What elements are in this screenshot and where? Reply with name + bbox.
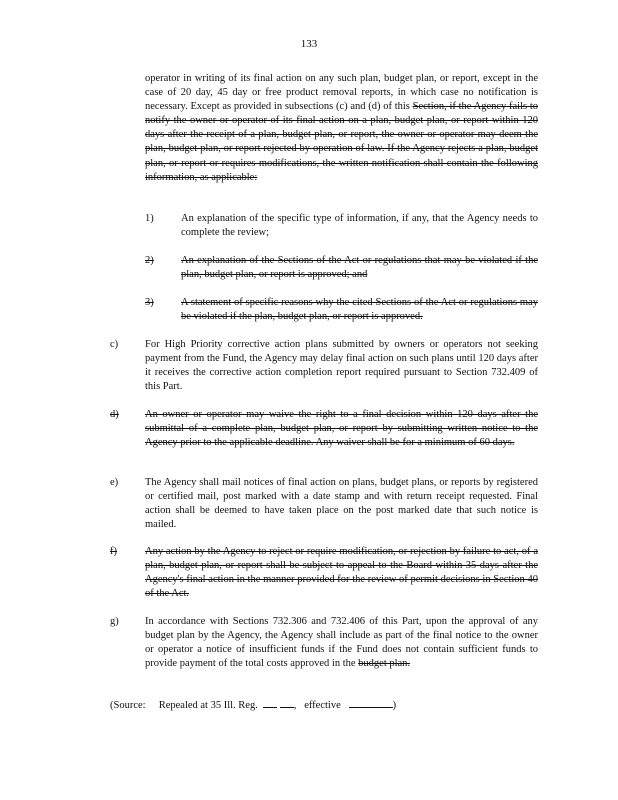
paragraph-struck-text: budget plan. <box>358 658 411 670</box>
paragraph-letter: f) <box>110 546 117 557</box>
paragraph-text: For High Priority corrective action plans submitted by owners or operators not seeking payment from the Fund, the Agency may delay final action on such plans until 120 days after it receives the corrective action completion report required pursuant to Section 732.409 of this Part. <box>145 339 538 393</box>
paragraph-text: An owner or operator may waive the right to a final decision within 120 days after the submittal of a complete plan, budget plan, or report by submitting written notice to the Agency prior to the applicable deadline. Any waiver shall be for a minimum of 60 days. <box>145 409 538 449</box>
list-text: A statement of specific reasons why the cited Sections of the Act or regulations may be violated if the plan, budget plan, or report is approved. <box>181 297 538 323</box>
effective-date-blank <box>349 698 393 708</box>
list-number: 1) <box>145 213 154 224</box>
paragraph-text <box>145 615 538 671</box>
source-text: Repealed at 35 Ill. Reg. <box>158 700 258 711</box>
intro-paragraph <box>145 72 538 185</box>
paragraph-letter: c) <box>110 339 119 350</box>
source-comma: , <box>293 700 297 711</box>
paragraph-text: Any action by the Agency to reject or require modification, or rejection by failure to act, of a plan, budget plan, or report shall be subject to appeal to the Board within 35 days after the Agency's final action in the manner provided for the review of permit decisions in Section 40 of the Act. <box>145 546 538 600</box>
paragraph-letter: g) <box>110 616 119 627</box>
page-number: 133 <box>300 38 318 50</box>
list-number: 2) <box>145 255 154 266</box>
paragraph-text: The Agency shall mail notices of final action on plans, budget plans, or reports by registered or certified mail, post marked with a date stamp and with return receipt requested. Final action shall be deemed to have taken place on the post marked date that such notice is mailed. <box>145 477 538 531</box>
volume-blank <box>263 698 277 708</box>
list-text: An explanation of the specific type of information, if any, that the Agency needs to complete the review; <box>181 213 538 239</box>
intro-text: operator in writing of its final action on any such plan, budget plan, or report, except in the case of 20 day, 45 day or free product removal reports, in which case no notification is necessary. Except as provided in subsections (c) and (d) of this <box>145 73 538 113</box>
list-text: An explanation of the Sections of the Act or regulations that may be violated if the plan, budget plan, or report is approved; and <box>181 255 538 281</box>
source-prefix: (Source: <box>110 700 146 711</box>
list-number: 3) <box>145 297 154 308</box>
paragraph-letter: d) <box>110 409 119 420</box>
paragraph-plain-text: In accordance with Sections 732.306 and 732.406 of this Part, upon the approval of any budget plan by the Agency, the Agency shall include as part of the final notice to the owner or operator a notice of insufficient funds if the Fund does not contain sufficient funds to provide payment of the total costs approved in the <box>145 616 538 670</box>
source-note <box>110 698 396 713</box>
source-close: ) <box>392 700 397 711</box>
intro-struck-text: Section, if the Agency fails to notify the owner or operator of its final action on a plan, budget plan, or report within 120 days after the receipt of a plan, budget plan, or report, the owner or operator may deem the plan, budget plan, or report rejected by operation of law. If the Agency rejects a plan, budget plan, or report or requires modifications, the written notification shall contain the following information, as applicable: <box>145 101 538 183</box>
source-effective: effective <box>304 700 341 711</box>
paragraph-letter: e) <box>110 477 119 488</box>
page-blank <box>280 698 294 708</box>
